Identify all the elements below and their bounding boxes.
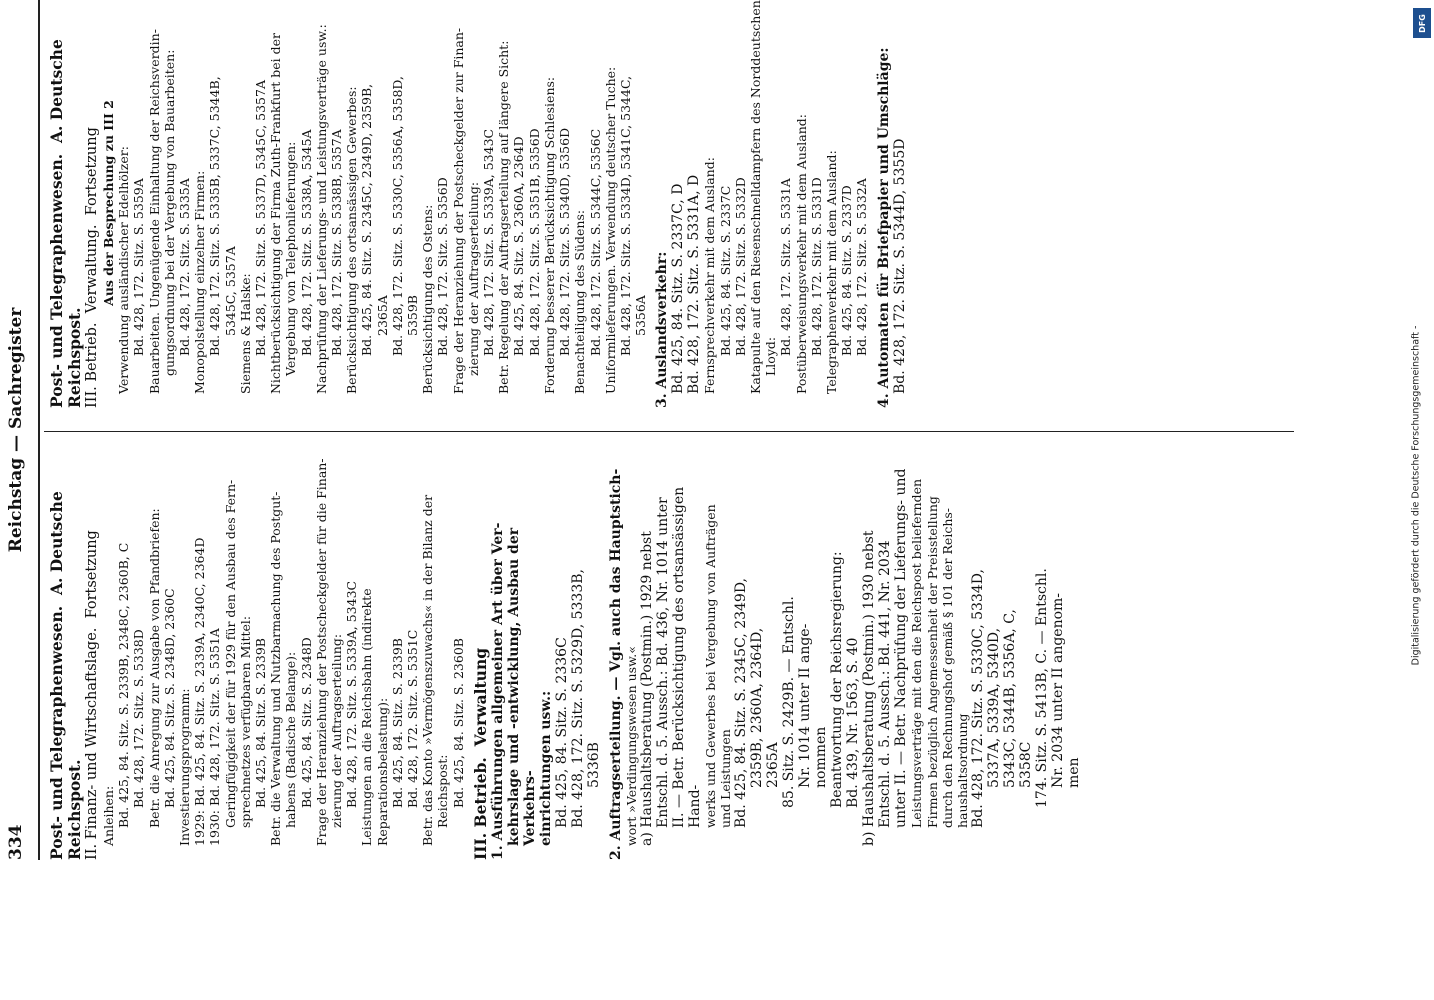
- index-entry-line: und Leistungen: [718, 729, 734, 828]
- index-entry-line: Bd. 428, 172. Sitz. S. 5331A, D: [686, 174, 703, 394]
- index-entry-line: Bd. 428, 172. Sitz. S. 5344C, 5356C: [587, 128, 603, 356]
- index-entry-line: 5345C, 5357A: [222, 246, 238, 336]
- index-entry-line: Bd. 428, 172. Sitz. S. 5351B, 5356D: [526, 128, 542, 356]
- index-entry-line: sprechnetzes verfügbaren Mittel:: [237, 615, 253, 828]
- index-entry-line: Bd. 428, 172. Sitz. S. 5330C, 5356A, 5358D,: [389, 76, 405, 356]
- index-entry-line: Berücksichtigung des Ostens:: [420, 204, 436, 394]
- index-entry-line: Bd. 425, 84. Sitz. S. 2339B, 2348C, 2360B, C: [116, 542, 132, 828]
- index-entry-line: zierung der Auftragserteilung:: [465, 181, 481, 376]
- page-header: [0, 0, 34, 860]
- index-entry-line: Bd. 428, 172. Sitz. S. 5340D, 5356D: [557, 127, 573, 356]
- index-entry-line: Nr. 1014 unter II ange-: [797, 623, 814, 788]
- section-heading: Post- und Telegraphenwesen. A. Deutsche Reichspost.: [47, 485, 84, 860]
- index-entry-line: 5358C: [1018, 741, 1035, 788]
- index-entry-line: Benachteiligung des Südens:: [572, 209, 588, 394]
- index-entry-line: Beantwortung der Reichsregierung:: [829, 551, 846, 808]
- index-entry-line: 2365A: [765, 742, 782, 788]
- index-entry-line: Bd. 428, 172. Sitz. S. 5351C: [405, 629, 421, 808]
- index-entry-line: b) Haushaltsberatung (Postmin.) 1930 nebst: [861, 530, 878, 846]
- index-entry-line: Bd. 425, 84. Sitz. S. 2339B: [253, 638, 269, 808]
- index-entry-line: 5343C, 5344B, 5356A, C,: [1002, 609, 1019, 788]
- index-entry-line: Bd. 425, 84. Sitz. S. 2345C, 2349D, 2359B,: [359, 83, 375, 356]
- index-entry-line: Forderung besserer Berücksichtigung Schlesiens:: [541, 76, 557, 394]
- index-entry-line: Berücksichtigung des ortsansässigen Gewerbes:: [344, 86, 360, 394]
- index-entry-line: Bd. 428, 172. Sitz. S. 5338D: [131, 629, 147, 808]
- index-entry-line: men: [1066, 757, 1083, 788]
- index-entry-line: wort »Verdingungswesen usw.«: [623, 646, 639, 846]
- index-entry-line: Leistungen an die Reichsbahn (indirekte Reparationsbelastung):: [359, 584, 390, 846]
- index-entry-line: Katapulte auf den Riesenschnelldampfern des Norddeutschen: [747, 0, 763, 394]
- index-entry-line: Firmen bezüglich Angemessenheit der Preisstellung: [924, 496, 940, 828]
- dfg-logo: [1413, 8, 1431, 38]
- index-entry-line: Bd. 428, 172. Sitz. S. 5356D: [435, 177, 451, 356]
- index-entry-line: Bd. 425, 84. Sitz. S. 2345C, 2349D,: [733, 578, 750, 828]
- index-entry-line: Bauarbeiten. Ungenügende Einhaltung der Reichsverdin-: [146, 29, 162, 394]
- index-entry-line: Bd. 428, 172. Sitz. S. 5337D, 5345C, 5357A: [253, 80, 269, 356]
- index-entry-line: Postüberweisungsverkehr mit dem Ausland:: [793, 113, 809, 394]
- index-entry-line: 5359B: [405, 295, 421, 336]
- index-entry-line: Reichspost:: [435, 754, 451, 828]
- index-entry-line: Bd. 428, 172. Sitz. S. 5329D, 5333B,: [569, 569, 586, 828]
- index-entry-line: Anleihen:: [101, 785, 116, 846]
- index-entry-line: 2365A: [374, 295, 390, 336]
- page-number: 334: [6, 824, 26, 860]
- index-entry-line: Bd. 428, 172. Sitz. S. 5339A, 5343C: [344, 580, 360, 808]
- index-entry-line: 5337A, 5339A, 5340D,: [986, 627, 1003, 788]
- index-entry-line: 2. Auftragserteilung. — Vgl. auch das Hauptstich-: [607, 468, 624, 860]
- index-entry-line: 85. Sitz. S. 2429B. — Entschl.: [781, 596, 798, 808]
- index-entry-line: Vergebung von Telephonlieferungen:: [283, 141, 299, 376]
- index-entry-line: Betr. das Konto »Vermögenszuwachs« in der Bilanz der: [420, 494, 436, 846]
- index-entry-line: Bd. 428, 172. Sitz. S. 5334D, 5341C, 5344C,: [617, 75, 633, 356]
- section-heading: III. Betrieb. Verwaltung: [470, 647, 490, 860]
- index-entry-line: Bd. 439, Nr. 1563, S. 40: [845, 637, 862, 808]
- index-entry-line: unter II. — Betr. Nachprüfung der Lieferungs- und: [893, 468, 910, 828]
- right-column: [48, 0, 908, 408]
- index-entry-line: Nichtberücksichtigung der Firma Zuth-Frankfurt bei der: [268, 33, 284, 394]
- left-column: [48, 450, 1082, 860]
- index-entry-line: zierung der Auftragserteilung:: [329, 633, 345, 828]
- index-entry-line: Geringfügigkeit der für 1929 für den Ausbau des Fern-: [222, 479, 238, 828]
- index-entry-line: a) Haushaltsberatung (Postmin.) 1929 nebst: [639, 531, 656, 846]
- index-entry-line: Verwendung ausländischer Edelhölzer:: [116, 146, 132, 394]
- index-entry-line: Bd. 425, 84. Sitz. S. 2348D: [298, 637, 314, 808]
- index-entry-line: Bd. 425, 84. Sitz. S. 2337C, D: [670, 183, 687, 394]
- index-entry-line: gungsordnung bei der Vergebung von Bauarbeiten:: [161, 49, 177, 376]
- header-rule: [38, 0, 40, 860]
- index-entry-line: Uniformlieferungen. Verwendung deutscher Tuche:: [602, 66, 618, 394]
- index-entry-line: kehrslage und -entwicklung, Ausbau der Verkehrs-: [505, 523, 538, 846]
- index-entry-line: Bd. 428, 172. Sitz. S. 5332A: [854, 178, 870, 356]
- index-entry-line: 5356A: [633, 295, 649, 336]
- index-entry-line: Bd. 425, 84. Sitz. S. 2360A, 2364D: [511, 136, 527, 356]
- index-entry-line: Fernsprechverkehr mit dem Ausland:: [702, 157, 718, 394]
- index-entry-line: Bd. 428, 172. Sitz. S. 5344D, 5355D: [891, 138, 908, 394]
- dfg-logo-text: DFG: [1417, 13, 1427, 33]
- index-entry-line: nommen: [813, 726, 830, 788]
- running-title: Reichstag — Sachregister: [6, 307, 26, 553]
- index-entry-line: Frage der Heranziehung der Postscheckgelder für die Finan-: [313, 458, 329, 846]
- index-entry-line: Bd. 428, 172. Sitz. S. 5339A, 5343C: [481, 128, 497, 356]
- index-entry-line: Bd. 425, 84. Sitz. S. 2360B: [450, 638, 466, 808]
- index-entry-line: Nr. 2034 unter II angenom-: [1050, 592, 1067, 788]
- index-entry-line: Bd. 428, 172. Sitz. S. 5331A: [778, 178, 794, 356]
- credit-text: Digitalisierung gefördert durch die Deutsche Forschungsgemeinschaft -: [1410, 325, 1422, 666]
- index-entry-line: III. Betrieb. Verwaltung. Fortsetzung: [84, 127, 100, 408]
- index-entry-line: Bd. 428, 172. Sitz. S. 5330C, 5334D,: [970, 569, 987, 828]
- index-entry-line: Telegraphenverkehr mit dem Ausland:: [823, 150, 839, 394]
- index-entry-line: Entschl. d. 5. Aussch.: Bd. 441, Nr. 2034: [877, 540, 894, 828]
- index-entry-line: Bd. 425, 84. Sitz. S. 2336C: [553, 637, 570, 828]
- index-entry-line: durch den Rechnungshof gemäß § 101 der Reichs-: [939, 507, 955, 828]
- index-entry-line: Bd. 425, 84. Sitz. S. 2337D: [839, 185, 855, 356]
- index-entry-line: Betr. die Verwaltung und Nutzbarmachung des Postgut-: [268, 491, 284, 846]
- index-entry-line: Bd. 428, 172. Sitz. S. 5335A: [177, 178, 193, 356]
- index-entry-line: Leistungsverträge mit den die Reichspost beliefernden: [909, 478, 925, 828]
- index-entry-line: 1. Ausführungen allgemeiner Art über Ver-: [489, 522, 506, 860]
- index-entry-line: Investierungsprogramm:: [177, 688, 193, 846]
- index-entry-line: Bd. 425, 84. Sitz. S. 2348D, 2360C: [161, 588, 177, 808]
- index-entry-line: Bd. 428, 172. Sitz. S. 5338B, 5357A: [329, 129, 345, 356]
- index-entry-line: Siemens & Halske:: [237, 273, 253, 394]
- index-entry-line: Bd. 428, 172. Sitz. S. 5335B, 5337C, 5344B,: [207, 76, 223, 356]
- index-entry-line: II. — Betr. Berücksichtigung des ortsansässigen Hand-: [671, 482, 704, 828]
- index-entry-line: 1930: Bd. 428, 172. Sitz. S. 5351A: [207, 628, 223, 846]
- index-entry-line: werks und Gewerbes bei Vergebung von Aufträgen: [703, 504, 719, 828]
- index-entry-line: Bd. 428, 172. Sitz. S. 5332D: [732, 177, 748, 356]
- index-entry-line: Betr. Regelung der Auftragserteilung auf längere Sicht:: [496, 40, 512, 394]
- index-entry-line: 2359B, 2360A, 2364D,: [749, 627, 766, 788]
- index-entry-line: II. Finanz- und Wirtschaftslage. Fortsetzung: [84, 530, 100, 860]
- index-entry-line: haushaltsordnung: [955, 713, 971, 828]
- index-entry-line: Frage der Heranziehung der Postscheckgelder zur Finan-: [450, 27, 466, 394]
- index-entry-line: 174. Sitz. S. 5413B, C. — Entschl.: [1034, 568, 1051, 808]
- index-entry-line: Bd. 425, 84. Sitz. S. 2337C: [717, 185, 733, 356]
- index-entry-line: 1929: Bd. 425, 84. Sitz. S. 2339A, 2340C, 2364D: [192, 537, 208, 846]
- index-entry-line: Bd. 428, 172. Sitz. S. 5338A, 5345A: [298, 129, 314, 356]
- index-entry-line: Bd. 428, 172. Sitz. S. 5359A: [131, 178, 147, 356]
- index-entry-line: Bd. 428, 172. Sitz. S. 5331D: [808, 177, 824, 356]
- index-entry-line: 4. Automaten für Briefpapier und Umschläge:: [875, 47, 892, 408]
- index-entry-line: Lloyd:: [763, 336, 779, 376]
- index-entry-line: einrichtungen usw.:: [537, 690, 554, 846]
- index-entry-line: 3. Auslandsverkehr:: [654, 251, 671, 408]
- section-heading: Post- und Telegraphenwesen. A. Deutsche Reichspost.: [47, 33, 84, 408]
- index-entry-line: Bd. 425, 84. Sitz. S. 2339B: [389, 638, 405, 808]
- digitization-credit: [1406, 10, 1430, 990]
- index-entry-line: Monopolstellung einzelner Firmen:: [192, 170, 208, 394]
- column-divider: [44, 431, 1294, 432]
- index-entry-line: habens (Badische Belange):: [283, 651, 299, 828]
- index-entry-line: Betr. die Anregung zur Ausgabe von Pfandbriefen:: [146, 508, 162, 828]
- index-entry-line: Aus der Besprechung zu III 2: [101, 100, 116, 306]
- index-entry-line: Entschl. d. 5. Aussch.: Bd. 436, Nr. 1014 unter: [655, 497, 672, 828]
- index-entry-line: Nachprüfung der Lieferungs- und Leistungsverträge usw.:: [313, 24, 329, 394]
- index-entry-line: 5336B: [585, 742, 602, 788]
